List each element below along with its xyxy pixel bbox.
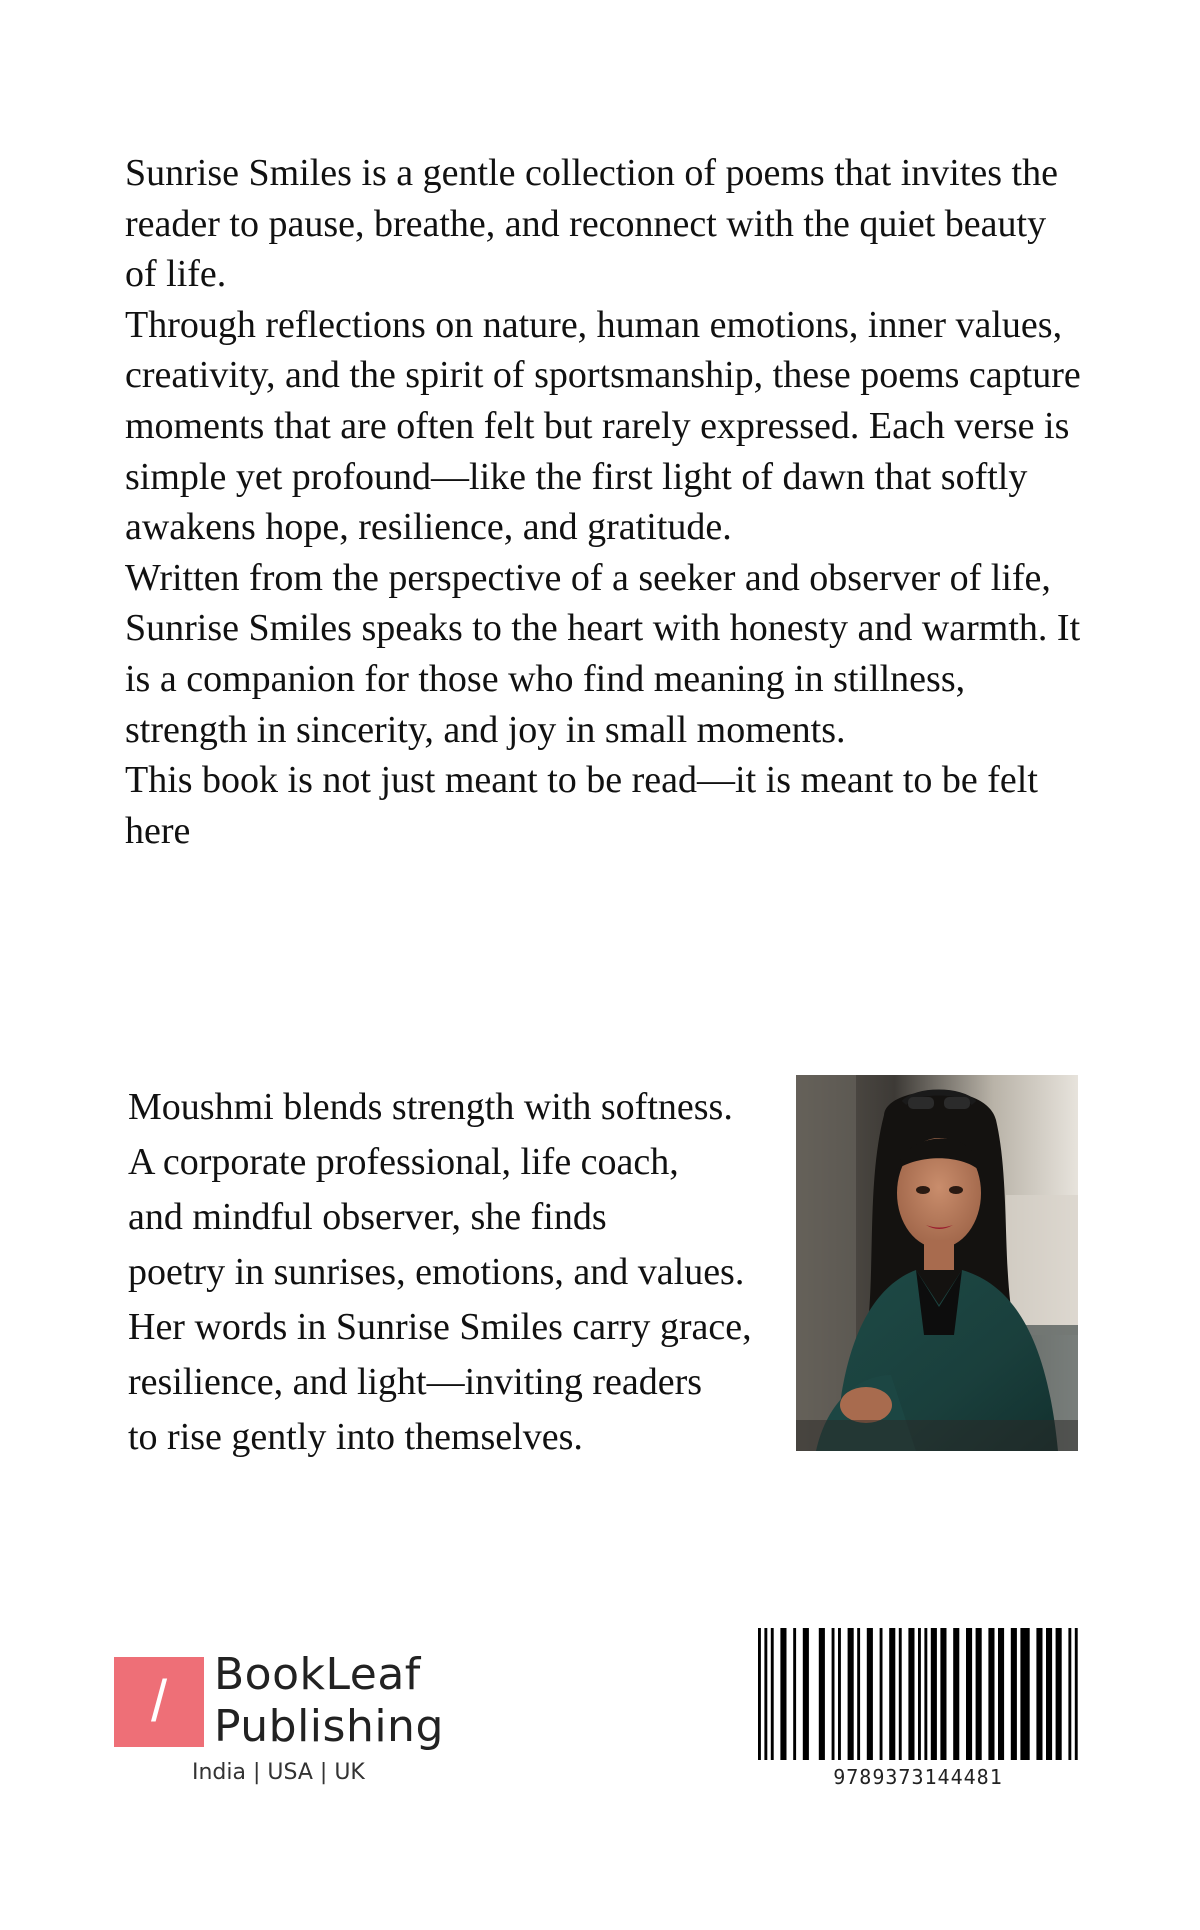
blurb-paragraph: This book is not just meant to be read—it is meant to be felt here (125, 759, 1038, 852)
barcode-bar (867, 1628, 873, 1760)
barcode-bar (848, 1628, 854, 1760)
barcode-bar (1068, 1628, 1071, 1760)
bio-line: Moushmi blends strength with softness. (128, 1086, 733, 1128)
bio-line: Her words in Sunrise Smiles carry grace, (128, 1306, 752, 1348)
blurb-paragraph: Written from the perspective of a seeker and observer of life, Sunrise Smiles speaks to the heart with honesty and warmth. It is a companion for those who find meaning in stillness, strength in sincerity, and joy in small moments. (125, 556, 1081, 751)
barcode-bar (998, 1628, 1004, 1760)
bio-line: and mindful observer, she finds (128, 1196, 607, 1238)
barcode-bar (880, 1628, 883, 1760)
barcode-bar (889, 1628, 895, 1760)
barcode-bar (953, 1628, 959, 1760)
barcode-bar (838, 1628, 841, 1760)
publisher-regions: India | USA | UK (192, 1760, 365, 1785)
isbn-number: 9789373144481 (833, 1765, 1003, 1789)
barcode-bar (780, 1628, 786, 1760)
publisher-name-line2: Publishing (214, 1701, 444, 1752)
blurb-paragraph: Sunrise Smiles is a gentle collection of poems that invites the reader to pause, breathe, and reconnect with the quiet beauty of life. (125, 152, 1058, 296)
barcode-bar (976, 1628, 982, 1760)
bio-line: resilience, and light—inviting readers (128, 1361, 703, 1403)
barcode-bar (924, 1628, 927, 1760)
barcode-bar (899, 1628, 902, 1760)
blurb-paragraph: Through reflections on nature, human emotions, inner values, creativity, and the spirit of sportsmanship, these poems capture moments that are often felt but rarely expressed. Each verse is simple yet profound—like the first light of dawn that softly awakens hope, resilience, and gratitude. (125, 303, 1081, 549)
barcode-bar (793, 1628, 796, 1760)
barcode-bar (832, 1628, 835, 1760)
barcode-bar (940, 1628, 946, 1760)
barcode-bar (857, 1628, 860, 1760)
barcode-icon (758, 1628, 1078, 1760)
barcode-bar (1056, 1628, 1062, 1760)
barcode-bar (1020, 1628, 1029, 1760)
barcode-bar (803, 1628, 809, 1760)
barcode-bar (931, 1628, 937, 1760)
back-cover-blurb (125, 148, 1085, 856)
barcode-bar (771, 1628, 774, 1760)
author-bio (128, 1080, 798, 1465)
barcode-bar (966, 1628, 972, 1760)
bio-line: poetry in sunrises, emotions, and values. (128, 1251, 745, 1293)
author-photo (796, 1075, 1078, 1451)
barcode-bar (1075, 1628, 1078, 1760)
barcode-bar (764, 1628, 767, 1760)
bio-line: A corporate professional, life coach, (128, 1141, 679, 1183)
barcode-bar (918, 1628, 921, 1760)
publisher-name (214, 1649, 444, 1753)
barcode-bar (908, 1628, 914, 1760)
barcode-bar (988, 1628, 994, 1760)
isbn-barcode (758, 1628, 1078, 1788)
barcode-bar (1046, 1628, 1052, 1760)
barcode-bar (819, 1628, 825, 1760)
logo-mark (114, 1657, 204, 1747)
publisher-logo (114, 1649, 454, 1802)
author-portrait-photo (796, 1075, 1078, 1451)
barcode-bar (758, 1628, 761, 1760)
slash-icon: / (150, 1669, 168, 1734)
barcode-bar (1036, 1628, 1042, 1760)
barcode-bar (1011, 1628, 1017, 1760)
bio-line: to rise gently into themselves. (128, 1416, 583, 1458)
publisher-name-line1: BookLeaf (214, 1649, 421, 1700)
